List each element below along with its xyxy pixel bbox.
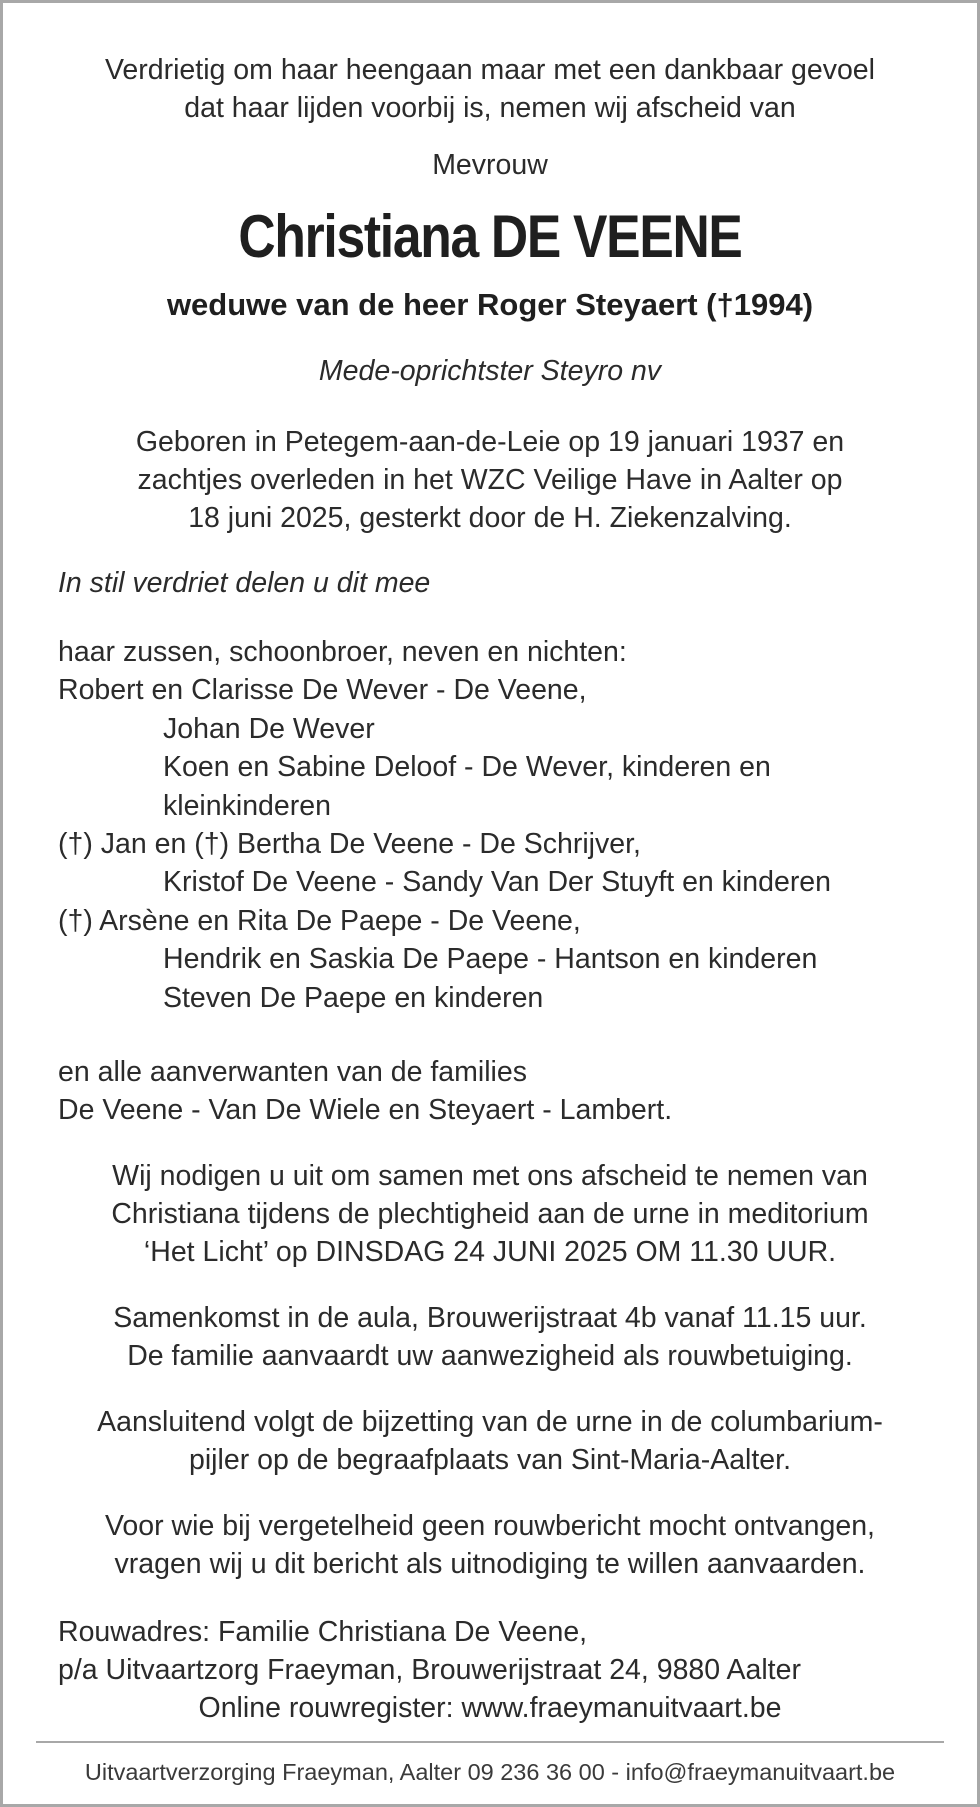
family-member-line: Robert en Clarisse De Wever - De Veene, [58,674,587,707]
intro-line: Verdrietig om haar heengaan maar met een dankbaar gevoel [104,54,875,86]
birth-line: Geboren in Petegem-aan-de-Leie op 19 januari 1937 en [135,426,845,458]
invitation-line: Christiana tijdens de plechtigheid aan de urne in meditorium [111,1198,869,1230]
online-register-line: Online rouwregister: www.fraeymanuitvaart.be [198,1692,782,1724]
role-line: Mede-oprichtster Steyro nv [318,355,662,387]
notice-line: Voor wie bij vergetelheid geen rouwbericht mocht ontvangen, [105,1510,875,1542]
family-member-line: Steven De Paepe en kinderen [163,981,544,1014]
mourning-statement: In stil verdriet delen u dit mee [58,567,431,599]
birth-line: zachtjes overleden in het WZC Veilige Have in Aalter op [137,464,843,496]
notice-line: vragen wij u dit bericht als uitnodiging te willen aanvaarden. [114,1548,866,1580]
invitation-line: ‘Het Licht’ op DINSDAG 24 JUNI 2025 OM 11.30 UUR. [143,1236,837,1268]
invitation-line: Wij nodigen u uit om samen met ons afscheid te nemen van [112,1160,868,1192]
notice-paragraph [58,1507,922,1583]
footer-contact: Uitvaartverzorging Fraeyman, Aalter 09 236 36 00 - info@fraeymanuitvaart.be [84,1759,896,1785]
family-member-line: Hendrik en Saskia De Paepe - Hantson en kinderen [163,943,818,976]
gathering-paragraph [58,1299,922,1375]
widow-line: weduwe van de heer Roger Steyaert (†1994) [166,287,814,322]
relatives-line: en alle aanverwanten van de families [58,1056,527,1088]
intro-paragraph [58,51,922,127]
gathering-line: Samenkomst in de aula, Brouwerijstraat 4b vanaf 11.15 uur. [113,1302,867,1334]
burial-line: pijler op de begraafplaats van Sint-Maria-Aalter. [189,1444,791,1476]
intro-line: dat haar lijden voorbij is, nemen wij afscheid van [184,92,796,124]
family-heading: haar zussen, schoonbroer, neven en nichten: [58,636,627,668]
birth-death-paragraph [58,423,922,537]
footer-divider [36,1741,944,1743]
birth-line: 18 juni 2025, gesterkt door de H. Ziekenzalving. [188,502,792,534]
relatives-paragraph [58,1053,922,1129]
deceased-name: Christiana DE VEENE [238,203,742,270]
burial-line: Aansluitend volgt de bijzetting van de urne in de columbarium- [97,1406,883,1438]
burial-paragraph [58,1403,922,1479]
family-list [58,633,922,1017]
honorific: Mevrouw [432,149,548,181]
address-line: Rouwadres: Familie Christiana De Veene, [58,1616,588,1648]
family-member-line: Johan De Wever [163,712,375,745]
gathering-line: De familie aanvaardt uw aanwezigheid als rouwbetuiging. [127,1340,853,1372]
family-member-line: (†) Jan en (†) Bertha De Veene - De Schrijver, [58,828,641,861]
family-member-line: (†) Arsène en Rita De Paepe - De Veene, [58,904,581,937]
invitation-paragraph [58,1157,922,1271]
relatives-line: De Veene - Van De Wiele en Steyaert - Lambert. [58,1094,673,1126]
family-member-line: Koen en Sabine Deloof - De Wever, kinderen en kleinkinderen [163,751,771,822]
address-line: p/a Uitvaartzorg Fraeyman, Brouwerijstraat 24, 9880 Aalter [58,1654,801,1686]
family-member-line: Kristof De Veene - Sandy Van Der Stuyft en kinderen [163,866,832,899]
mourning-address [58,1613,922,1727]
